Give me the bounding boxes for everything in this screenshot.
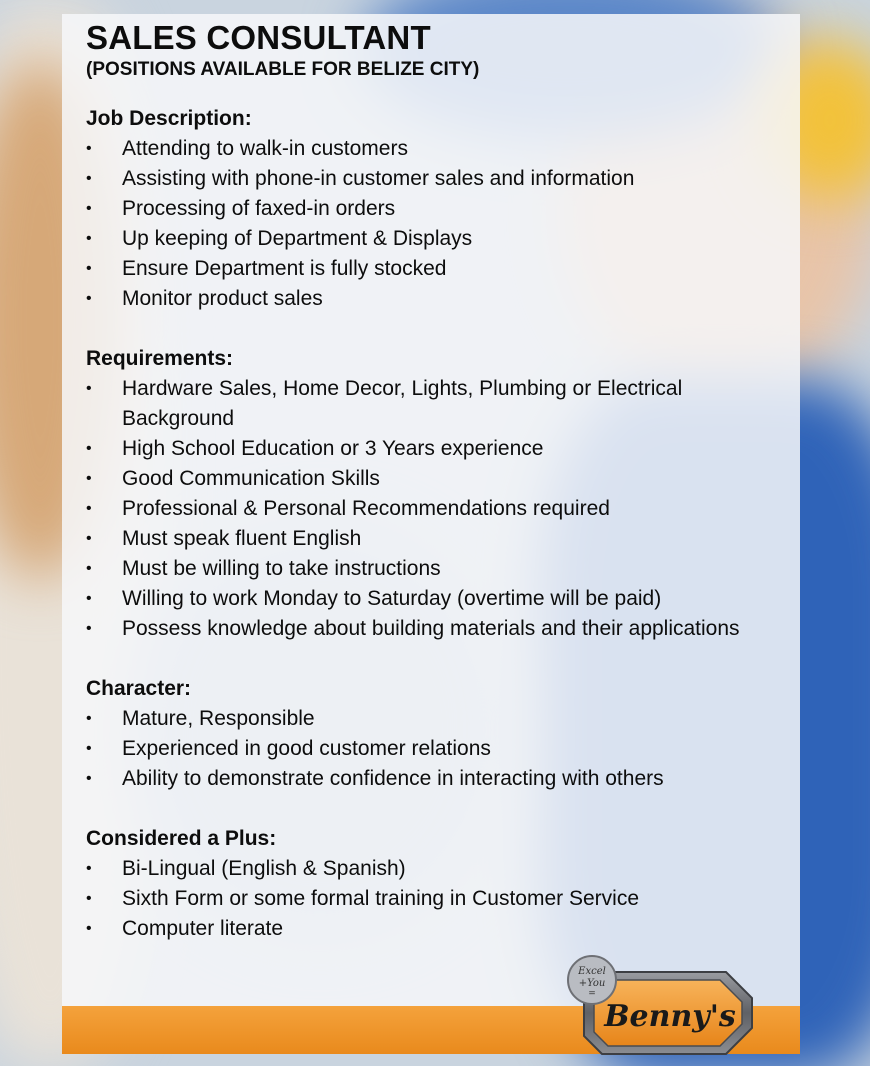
list-item xyxy=(86,854,786,884)
section-heading: Character: xyxy=(86,677,192,700)
section xyxy=(86,344,786,644)
bullet-icon: • xyxy=(86,710,92,727)
logo-badge-line3: = xyxy=(588,989,596,999)
job-title: SALES CONSULTANT xyxy=(86,19,431,56)
bullet-icon: • xyxy=(86,260,92,277)
section-heading: Considered a Plus: xyxy=(86,827,277,850)
logo-badge-line2: +You xyxy=(578,978,606,989)
logo-badge-line1: Excel xyxy=(578,966,606,977)
bullet-icon: • xyxy=(86,890,92,907)
bullet-icon: • xyxy=(86,140,92,157)
section xyxy=(86,824,786,944)
list-item-text: Ability to demonstrate confidence in interacting with others xyxy=(122,767,664,790)
bullet-icon: • xyxy=(86,530,92,547)
bullet-icon: • xyxy=(86,920,92,937)
list-item xyxy=(86,194,786,224)
bullet-icon: • xyxy=(86,860,92,877)
section xyxy=(86,104,786,314)
list-item xyxy=(86,524,786,554)
list-item-text: Possess knowledge about building materials and their applications xyxy=(122,617,740,640)
list-item-text: Must be willing to take instructions xyxy=(122,557,441,580)
bullet-icon: • xyxy=(86,470,92,487)
bullet-icon: • xyxy=(86,620,92,637)
list-item xyxy=(86,764,786,794)
bullet-list xyxy=(86,854,786,944)
list-item-text: Professional & Personal Recommendations required xyxy=(122,497,610,520)
list-item-text: Processing of faxed-in orders xyxy=(122,197,396,220)
list-item xyxy=(86,914,786,944)
bullet-list xyxy=(86,704,786,794)
bullet-icon: • xyxy=(86,560,92,577)
list-item-text: High School Education or 3 Years experience xyxy=(122,437,544,460)
job-subtitle: (POSITIONS AVAILABLE FOR BELIZE CITY) xyxy=(86,59,480,80)
bullet-icon: • xyxy=(86,740,92,757)
list-item xyxy=(86,284,786,314)
section xyxy=(86,674,786,794)
list-item xyxy=(86,164,786,194)
list-item xyxy=(86,254,786,284)
job-posting-content xyxy=(86,18,786,944)
section-heading: Job Description: xyxy=(86,107,252,130)
list-item xyxy=(86,884,786,914)
list-item xyxy=(86,134,786,164)
list-item-text: Attending to walk-in customers xyxy=(122,137,408,160)
list-item xyxy=(86,584,786,614)
job-posting-panel xyxy=(62,14,800,1054)
logo-graphic xyxy=(566,954,756,1058)
list-item-text: Computer literate xyxy=(122,917,284,940)
list-item xyxy=(86,554,786,584)
bullet-icon: • xyxy=(86,290,92,307)
list-item xyxy=(86,374,786,434)
list-item-text: Assisting with phone-in customer sales and information xyxy=(122,167,635,190)
bullet-icon: • xyxy=(86,170,92,187)
list-item-text: Mature, Responsible xyxy=(122,707,315,730)
sections-container xyxy=(86,104,786,944)
list-item xyxy=(86,224,786,254)
list-item-text: Bi-Lingual (English & Spanish) xyxy=(122,857,406,880)
list-item-text: Willing to work Monday to Saturday (overtime will be paid) xyxy=(122,587,662,610)
list-item xyxy=(86,704,786,734)
list-item xyxy=(86,494,786,524)
list-item xyxy=(86,464,786,494)
bullet-list xyxy=(86,374,786,644)
section-heading: Requirements: xyxy=(86,347,234,370)
bennys-logo xyxy=(566,954,756,1058)
list-item-text: Hardware Sales, Home Decor, Lights, Plumbing or Electrical Background xyxy=(122,377,683,430)
list-item xyxy=(86,434,786,464)
bullet-icon: • xyxy=(86,440,92,457)
bullet-icon: • xyxy=(86,200,92,217)
list-item-text: Must speak fluent English xyxy=(122,527,362,550)
list-item-text: Monitor product sales xyxy=(122,287,323,310)
bullet-list xyxy=(86,134,786,314)
list-item-text: Ensure Department is fully stocked xyxy=(122,257,447,280)
list-item xyxy=(86,614,786,644)
bullet-icon: • xyxy=(86,590,92,607)
bullet-icon: • xyxy=(86,380,92,397)
list-item xyxy=(86,734,786,764)
list-item-text: Sixth Form or some formal training in Customer Service xyxy=(122,887,639,910)
bullet-icon: • xyxy=(86,500,92,517)
list-item-text: Good Communication Skills xyxy=(122,467,380,490)
logo-name: Benny's xyxy=(604,999,736,1034)
bullet-icon: • xyxy=(86,770,92,787)
list-item-text: Experienced in good customer relations xyxy=(122,737,491,760)
bullet-icon: • xyxy=(86,230,92,247)
list-item-text: Up keeping of Department & Displays xyxy=(122,227,473,250)
